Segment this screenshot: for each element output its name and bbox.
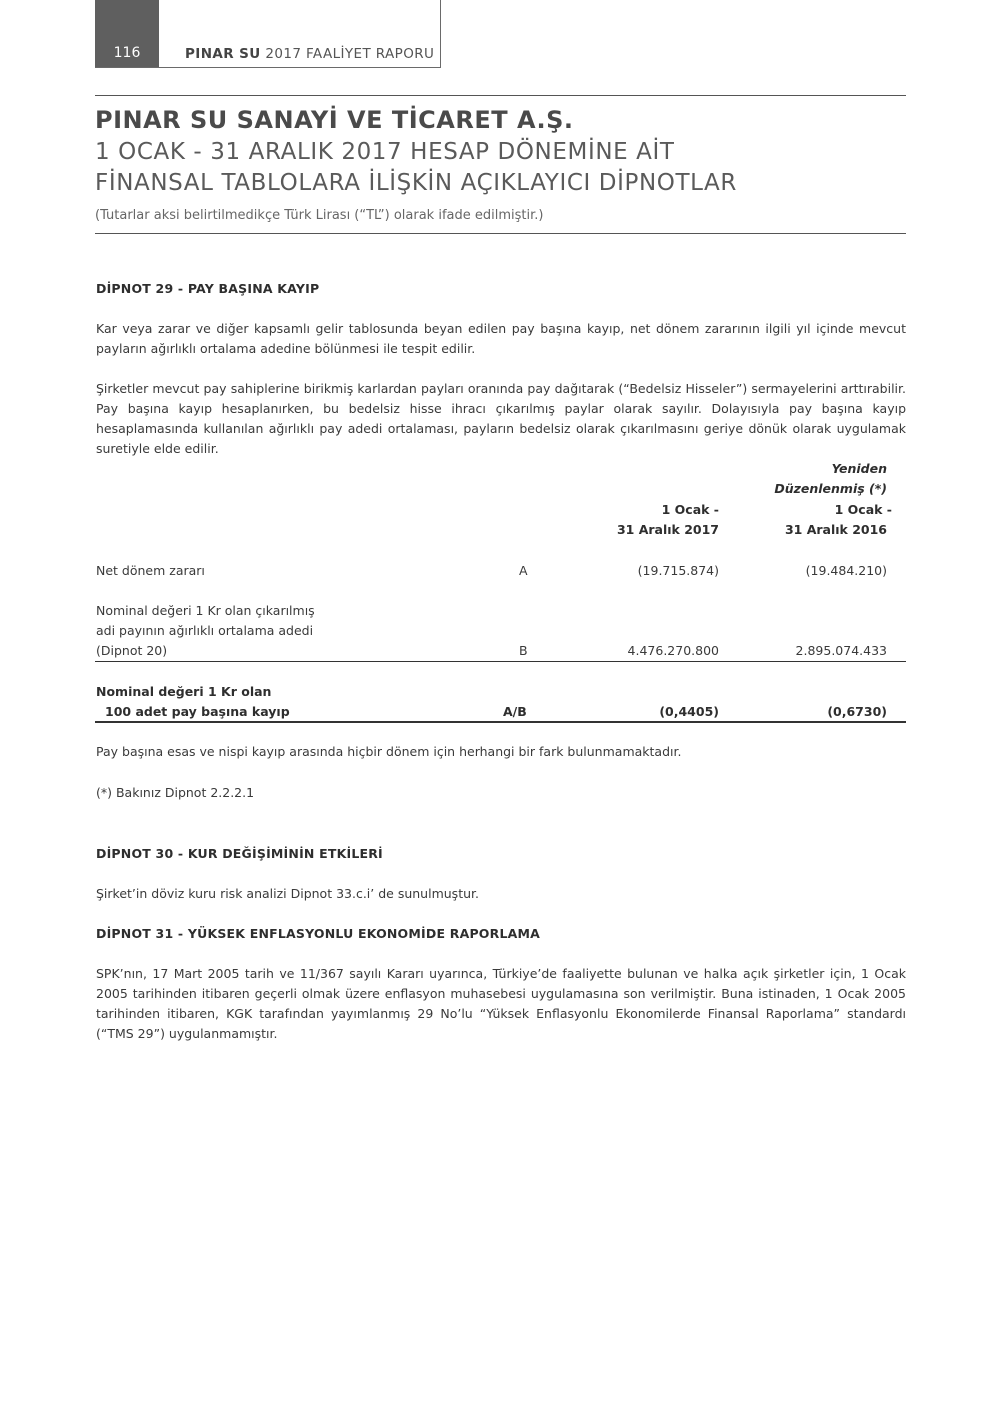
row-net-loss-code: A bbox=[519, 563, 528, 578]
row-eps-2017: (0,4405) bbox=[659, 704, 719, 719]
col2016-restated-2: Düzenlenmiş (*) bbox=[774, 481, 887, 496]
row-eps-label-2: 100 adet pay başına kayıp bbox=[105, 704, 290, 719]
document-title: FİNANSAL TABLOLARA İLİŞKİN AÇIKLAYICI DİPNOTLAR bbox=[95, 170, 737, 196]
note31-paragraph: SPK’nın, 17 Mart 2005 tarih ve 11/367 sayılı Kararı uyarınca, Türkiye’de faaliyette bulunan ve halka açık şirketler için, 1 Ocak 2005 tarihinden itibaren geçerli olmak üzere enflasyon muhasebesi uygulamasına son verilmiştir. Buna istinaden, 1 Ocak 2005 tarihinden itibaren, KGK tarafından yayımlanmış 29 No’lu “Yüksek Enflasyonlu Ekonomilerde Finansal Raporlama” standardı (“TMS 29”) uygulanmamıştır. bbox=[96, 966, 906, 1041]
note29-after-table: Pay başına esas ve nispi kayıp arasında hiçbir dönem için herhangi bir fark bulunmamaktadır. bbox=[96, 744, 682, 759]
note31-title: DİPNOT 31 - YÜKSEK ENFLASYONLU EKONOMİDE RAPORLAMA bbox=[96, 926, 541, 941]
note29-footnote: (*) Bakınız Dipnot 2.2.2.1 bbox=[96, 785, 255, 800]
col2016-header-2: 31 Aralık 2016 bbox=[784, 522, 887, 537]
page-header bbox=[95, 0, 441, 68]
brand-name: PINAR SU bbox=[185, 46, 261, 62]
currency-note: (Tutarlar aksi belirtilmedikçe Türk Lirası (“TL”) olarak ifade edilmiştir.) bbox=[95, 208, 544, 223]
title-bottom-rule bbox=[95, 233, 906, 234]
col2016-restated-1: Yeniden bbox=[831, 461, 887, 476]
note29-paragraph-2: Şirketler mevcut pay sahiplerine birikmiş karlardan payları oranında pay dağıtarak (“Bedelsiz Hisseler”) sermayelerini arttırabilir. Pay başına kayıp hesaplanırken, bu bedelsiz hisse ihracı çıkarılmış paylar olarak sayılır. Dolayısıyla pay başına kayıp hesaplamasında kullanılan ağırlıklı pay adedi ortalaması, payların bedelsiz olarak çıkarılmasını geriye dönük olarak uygulamak suretiyle elde edilir. bbox=[96, 381, 906, 456]
row-net-loss-2016: (19.484.210) bbox=[805, 563, 887, 578]
period-title: 1 OCAK - 31 ARALIK 2017 HESAP DÖNEMİNE AİT bbox=[95, 139, 675, 165]
row-shares-label-1: Nominal değeri 1 Kr olan çıkarılmış bbox=[96, 603, 315, 618]
note30-title: DİPNOT 30 - KUR DEĞİŞİMİNİN ETKİLERİ bbox=[96, 846, 383, 861]
row-eps-label-1: Nominal değeri 1 Kr olan bbox=[96, 684, 272, 699]
row-shares-2016: 2.895.074.433 bbox=[795, 643, 887, 658]
company-name: PINAR SU SANAYİ VE TİCARET A.Ş. bbox=[95, 106, 574, 134]
note29-paragraph-1: Kar veya zarar ve diğer kapsamlı gelir tablosunda beyan edilen pay başına kayıp, net dönem zararının ilgili yıl içinde mevcut payların ağırlıklı ortalama adedine bölünmesi ile tespit edilir. bbox=[96, 321, 906, 356]
col2016-header-1: 1 Ocak - bbox=[834, 502, 892, 517]
col2017-header-1: 1 Ocak - bbox=[661, 502, 719, 517]
row-eps-2016: (0,6730) bbox=[827, 704, 887, 719]
table-rule bbox=[95, 661, 906, 662]
row-shares-code: B bbox=[519, 643, 528, 658]
col2017-header-2: 31 Aralık 2017 bbox=[616, 522, 719, 537]
report-title-text: 2017 FAALİYET RAPORU bbox=[265, 46, 435, 62]
row-eps-code: A/B bbox=[503, 704, 527, 719]
table-bottom-rule bbox=[95, 721, 906, 723]
report-title bbox=[185, 46, 434, 62]
row-shares-2017: 4.476.270.800 bbox=[627, 643, 719, 658]
page-number: 116 bbox=[95, 0, 159, 67]
row-shares-label-2: adi payının ağırlıklı ortalama adedi bbox=[96, 623, 314, 638]
note29-title: DİPNOT 29 - PAY BAŞINA KAYIP bbox=[96, 281, 320, 296]
title-top-rule bbox=[95, 95, 906, 96]
note30-paragraph: Şirket’in döviz kuru risk analizi Dipnot 33.c.i’ de sunulmuştur. bbox=[96, 886, 479, 901]
row-net-loss-2017: (19.715.874) bbox=[637, 563, 719, 578]
row-shares-label-3: (Dipnot 20) bbox=[96, 643, 168, 658]
row-net-loss-label: Net dönem zararı bbox=[96, 563, 205, 578]
